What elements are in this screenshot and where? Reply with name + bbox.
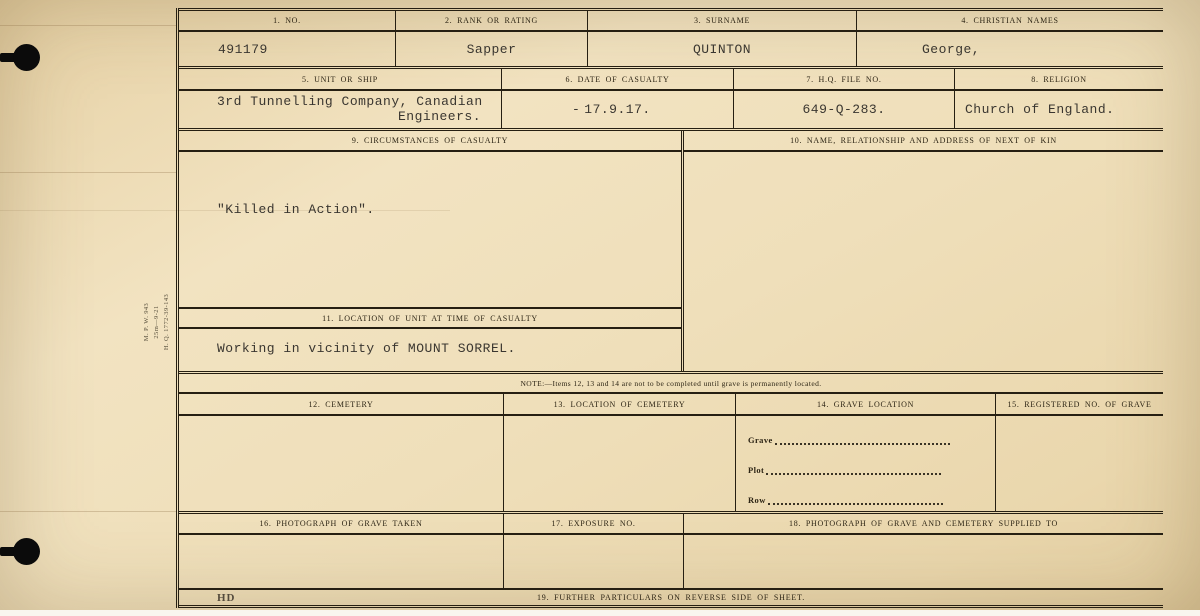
hd-stamp: HD xyxy=(217,592,236,604)
field-next-of-kin-value-empty xyxy=(684,152,1163,371)
field-location-unit-value: Working in vicinity of MOUNT SORREL. xyxy=(217,341,516,356)
row-further-particulars xyxy=(179,590,1163,608)
field-no-label: 1. NO. xyxy=(179,11,395,32)
imprint-line: 25m—9-21 xyxy=(153,305,160,339)
field-rank-value: Sapper xyxy=(466,41,517,57)
section-circumstances xyxy=(179,131,681,371)
field-photo-taken-label: 16. PHOTOGRAPH OF GRAVE TAKEN xyxy=(179,514,503,535)
field-exposure-no-value-empty xyxy=(504,535,683,588)
plot-line xyxy=(748,464,981,475)
row-line xyxy=(748,494,981,505)
field-rank-label: 2. RANK OR RATING xyxy=(396,11,587,32)
scan-edge xyxy=(0,610,1200,616)
paper-rule-line xyxy=(0,172,176,173)
field-circumstances-label: 9. CIRCUMSTANCES OF CASUALTY xyxy=(179,131,681,152)
field-hq-file xyxy=(733,69,954,128)
row-photograph xyxy=(179,514,1163,590)
paper-rule-line xyxy=(0,25,176,26)
field-date-label: 6. DATE OF CASUALTY xyxy=(502,69,733,91)
field-christian-names-label: 4. CHRISTIAN NAMES xyxy=(857,11,1163,32)
grave-location-lines xyxy=(736,416,995,524)
casualty-form xyxy=(176,8,1163,608)
note-strip xyxy=(179,374,1163,394)
printer-imprint xyxy=(142,272,176,372)
field-surname xyxy=(587,11,856,66)
field-unit-label: 5. UNIT OR SHIP xyxy=(179,69,501,91)
field-next-of-kin-label: 10. NAME, RELATIONSHIP AND ADDRESS OF NEXT OF KIN xyxy=(684,131,1163,152)
field-date-value xyxy=(502,91,733,128)
field-registered-no xyxy=(995,394,1163,511)
field-religion-value: Church of England. xyxy=(965,102,1115,117)
paper-rule-line xyxy=(0,511,176,512)
field-exposure-no-label: 17. EXPOSURE NO. xyxy=(504,514,683,535)
field-circumstances-value: "Killed in Action". xyxy=(217,202,375,217)
field-date-of-casualty xyxy=(501,69,733,128)
field-grave-location-label: 14. GRAVE LOCATION xyxy=(736,394,995,416)
field-date-prefix: - xyxy=(572,102,581,117)
field-christian-names xyxy=(856,11,1163,66)
grave-line xyxy=(748,434,981,445)
imprint-line: H. Q. 1772-39-143 xyxy=(163,293,170,351)
field-exposure-no xyxy=(503,514,683,588)
field-cemetery-location xyxy=(503,394,735,511)
binder-hole-top xyxy=(13,44,40,71)
field-location-unit-label: 11. LOCATION OF UNIT AT TIME OF CASUALTY xyxy=(179,307,681,329)
grave-line-label: Grave xyxy=(748,435,773,445)
field-registered-no-label: 15. REGISTERED NO. OF GRAVE xyxy=(996,394,1163,416)
row-identity xyxy=(179,8,1163,69)
field-cemetery-value-empty xyxy=(179,416,503,511)
field-hq-file-label: 7. H.Q. FILE NO. xyxy=(734,69,954,91)
field-rank xyxy=(395,11,587,66)
row-circumstances xyxy=(179,131,1163,374)
field-photo-supplied-value-empty xyxy=(684,535,1163,588)
row-unit-date xyxy=(179,69,1163,131)
section-next-of-kin xyxy=(681,131,1163,371)
field-photo-taken-value-empty xyxy=(179,535,503,588)
note-text: NOTE:—Items 12, 13 and 14 are not to be completed until grave is permanently located. xyxy=(520,378,822,388)
dotted-leader xyxy=(775,443,950,445)
field-unit-value xyxy=(179,91,501,128)
dotted-leader xyxy=(766,473,941,475)
field-cemetery-location-label: 13. LOCATION OF CEMETERY xyxy=(504,394,735,416)
plot-line-label: Plot xyxy=(748,465,765,475)
field-religion-label: 8. RELIGION xyxy=(955,69,1163,91)
field-registered-no-value-empty xyxy=(996,416,1163,511)
dotted-leader xyxy=(768,503,943,505)
binder-hole-bottom xyxy=(13,538,40,565)
field-date-text: 17.9.17. xyxy=(584,102,651,117)
field-cemetery xyxy=(179,394,503,511)
field-unit xyxy=(179,69,501,128)
field-hq-file-value: 649-Q-283. xyxy=(802,102,886,117)
further-particulars-text: 19. FURTHER PARTICULARS ON REVERSE SIDE OF SHEET. xyxy=(536,593,806,602)
row-cemetery xyxy=(179,394,1163,514)
field-unit-value-line1: 3rd Tunnelling Company, Canadian xyxy=(217,94,483,109)
field-cemetery-location-value-empty xyxy=(504,416,735,511)
field-photo-supplied-label: 18. PHOTOGRAPH OF GRAVE AND CEMETERY SUPPLIED TO xyxy=(684,514,1163,535)
imprint-line: M. P. W. 943 xyxy=(143,302,150,342)
field-unit-value-line2: Engineers. xyxy=(398,109,482,124)
field-cemetery-label: 12. CEMETERY xyxy=(179,394,503,416)
field-no xyxy=(179,11,395,66)
field-photo-taken xyxy=(179,514,503,588)
field-religion xyxy=(954,69,1163,128)
field-photo-supplied xyxy=(683,514,1163,588)
field-surname-label: 3. SURNAME xyxy=(588,11,856,32)
row-line-label: Row xyxy=(748,495,766,505)
field-grave-location xyxy=(735,394,995,511)
field-surname-value: QUINTON xyxy=(692,41,752,57)
field-christian-names-value: George, xyxy=(922,41,981,57)
field-no-value: 491179 xyxy=(218,41,268,57)
